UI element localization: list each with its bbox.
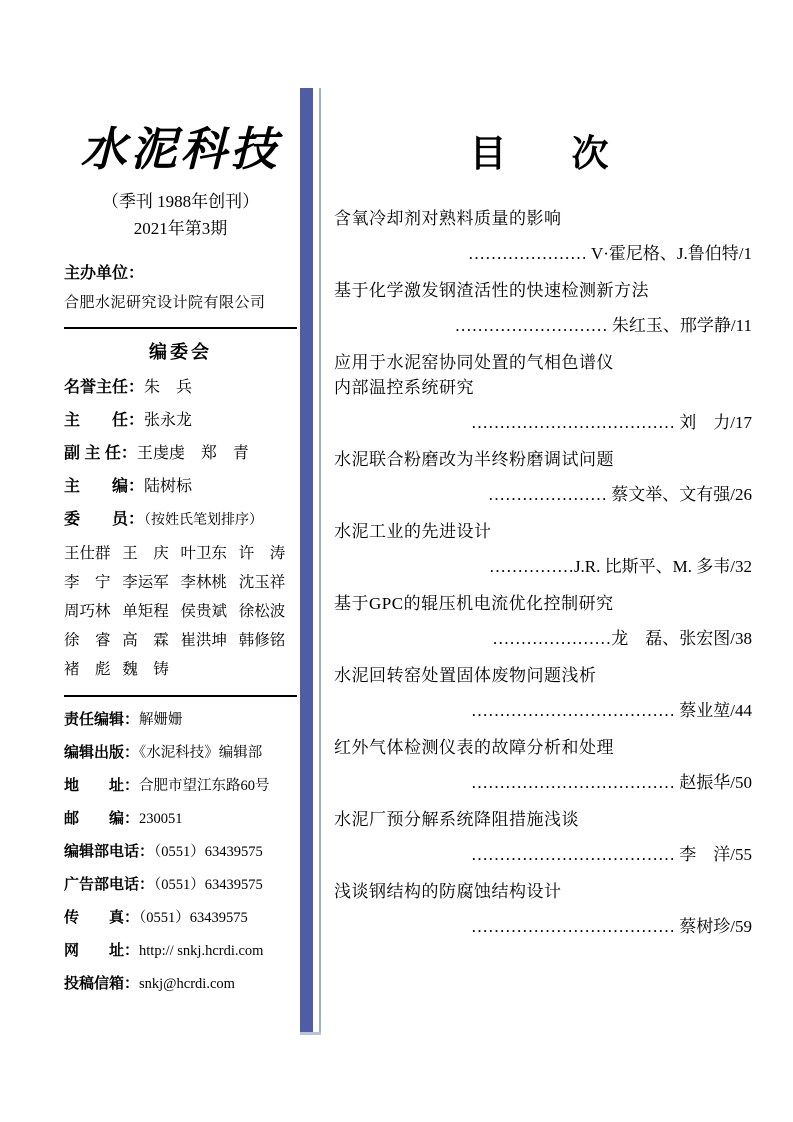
pub-info-value: 解姗姗 bbox=[139, 712, 183, 728]
toc-entry bbox=[334, 206, 758, 266]
member-name: 许 涛 bbox=[238, 545, 286, 562]
entry-title: 水泥工业的先进设计 bbox=[334, 522, 492, 541]
leader-dots: ……………………………… bbox=[471, 773, 680, 792]
member-name: 韩修铭 bbox=[238, 632, 286, 649]
toc-entry bbox=[334, 591, 758, 651]
left-column bbox=[64, 116, 297, 994]
entry-authors: 朱红玉、邢学静 bbox=[611, 316, 731, 335]
toc-entry bbox=[334, 350, 758, 435]
pub-info-label: 邮 编： bbox=[64, 810, 140, 827]
role-value: 王虔虔 郑 青 bbox=[136, 445, 249, 462]
pub-info-label: 投稿信箱： bbox=[64, 975, 140, 992]
pub-info-row bbox=[64, 710, 297, 730]
horizontal-rule bbox=[64, 327, 297, 329]
entry-title: 含氧冷却剂对熟料质量的影响 bbox=[334, 209, 562, 228]
entry-authors: 龙 磊、张宏图 bbox=[611, 629, 731, 648]
entry-byline bbox=[334, 698, 758, 723]
pub-info-row bbox=[64, 875, 297, 895]
member-name: 单矩程 bbox=[122, 603, 169, 620]
pub-info-row bbox=[64, 908, 297, 928]
pub-info-label: 编辑部电话： bbox=[64, 843, 155, 860]
entry-byline bbox=[334, 770, 758, 795]
entry-authors: 蔡业堃 bbox=[679, 701, 731, 720]
entry-byline bbox=[334, 482, 758, 507]
role-value: 朱 兵 bbox=[144, 379, 193, 396]
entry-byline bbox=[334, 241, 758, 266]
pub-info-row bbox=[64, 941, 297, 961]
entry-title: 基于化学激发钢渣活性的快速检测新方法 bbox=[334, 281, 649, 300]
horizontal-rule bbox=[64, 695, 297, 697]
member-name: 叶卫东 bbox=[180, 545, 228, 562]
entry-authors: 蔡文举、文有强 bbox=[611, 485, 731, 504]
entry-byline bbox=[334, 914, 758, 939]
pub-info-label: 传 真： bbox=[64, 909, 140, 926]
leader-dots: ………………… bbox=[468, 244, 591, 263]
member-name: 王仕群 bbox=[64, 545, 111, 562]
board-role-row bbox=[64, 411, 297, 431]
vertical-divider-shadow bbox=[300, 1032, 321, 1035]
toc-heading: 目 次 bbox=[469, 131, 623, 175]
pub-info-label: 网 址： bbox=[64, 942, 140, 959]
table-of-contents bbox=[334, 128, 758, 951]
pub-website-value: http:// snkj.hcrdi.com bbox=[139, 943, 264, 959]
pub-info-label: 编辑出版： bbox=[64, 744, 140, 761]
pub-info-row bbox=[64, 809, 297, 829]
toc-entry bbox=[334, 447, 758, 507]
member-name: 周巧林 bbox=[64, 603, 111, 620]
board-role-row bbox=[64, 477, 297, 497]
organizer-name: 合肥水泥研究设计院有限公司 bbox=[64, 295, 266, 311]
entry-title-line2: 内部温控系统研究 bbox=[334, 378, 474, 397]
pub-info-row bbox=[64, 974, 297, 994]
pub-info-label: 地 址： bbox=[64, 777, 140, 794]
entry-page: /17 bbox=[730, 413, 752, 432]
entry-page: /26 bbox=[730, 485, 752, 504]
role-value: 陆树标 bbox=[144, 478, 193, 495]
pub-info-value: 《水泥科技》编辑部 bbox=[139, 745, 263, 761]
member-name: 沈玉祥 bbox=[238, 574, 286, 591]
member-name: 魏 铸 bbox=[122, 661, 169, 678]
entry-page: /50 bbox=[730, 773, 752, 792]
entry-page: /55 bbox=[730, 845, 752, 864]
member-name: 崔洪坤 bbox=[180, 632, 228, 649]
toc-entry bbox=[334, 278, 758, 338]
entry-title: 基于GPC的辊压机电流优化控制研究 bbox=[334, 594, 614, 613]
pub-info-value: （0551）63439575 bbox=[139, 910, 248, 926]
role-label: 副 主 任： bbox=[64, 445, 137, 462]
pub-info-row bbox=[64, 743, 297, 763]
board-members-grid bbox=[64, 545, 297, 679]
role-value: 张永龙 bbox=[144, 412, 193, 429]
entry-authors: V·霍尼格、J.鲁伯特 bbox=[590, 244, 739, 263]
toc-entry bbox=[334, 807, 758, 867]
editorial-board-heading: 编委会 bbox=[149, 342, 212, 362]
member-name: 李 宁 bbox=[64, 574, 111, 591]
pub-info-label: 广告部电话： bbox=[64, 876, 155, 893]
organizer-block bbox=[64, 262, 297, 315]
pub-info-value: 230051 bbox=[139, 811, 183, 827]
organizer-label: 主办单位： bbox=[64, 265, 145, 282]
journal-issue: 2021年第3期 bbox=[133, 219, 228, 238]
entry-byline bbox=[334, 626, 758, 651]
entry-authors: 蔡树珍 bbox=[679, 917, 731, 936]
pub-info-label: 责任编辑： bbox=[64, 711, 140, 728]
leader-dots: ………………… bbox=[492, 629, 612, 648]
entry-page: /38 bbox=[730, 629, 752, 648]
board-role-row bbox=[64, 510, 297, 531]
leader-dots: ……………………………… bbox=[471, 845, 680, 864]
entry-byline bbox=[334, 554, 758, 579]
entry-byline bbox=[334, 313, 758, 338]
leader-dots: ……………………………… bbox=[471, 701, 680, 720]
pub-info-row bbox=[64, 776, 297, 796]
toc-entry bbox=[334, 519, 758, 579]
pub-email-value: snkj@hcrdi.com bbox=[139, 976, 235, 992]
role-label: 主 编： bbox=[64, 478, 145, 495]
entry-page: /59 bbox=[730, 917, 752, 936]
journal-subtitle: （季刊 1988年创刊） bbox=[101, 192, 260, 211]
entry-title: 水泥厂预分解系统降阻措施浅谈 bbox=[334, 810, 579, 829]
entry-page: /32 bbox=[730, 557, 752, 576]
board-role-row bbox=[64, 444, 297, 464]
vertical-divider-bar bbox=[300, 88, 313, 1032]
role-label: 委 员： bbox=[64, 511, 145, 528]
entry-authors: J.R. 比斯平、M. 多韦 bbox=[573, 557, 731, 576]
leader-dots: ……………………………… bbox=[471, 413, 680, 432]
entry-authors: 赵振华 bbox=[679, 773, 731, 792]
member-name: 王 庆 bbox=[122, 545, 169, 562]
role-label: 名誉主任： bbox=[64, 379, 145, 396]
role-label: 主 任： bbox=[64, 412, 145, 429]
member-name: 徐 睿 bbox=[64, 632, 111, 649]
toc-entry bbox=[334, 735, 758, 795]
entry-authors: 李 洋 bbox=[679, 845, 731, 864]
pub-info-value: 合肥市望江东路60号 bbox=[139, 778, 270, 794]
pub-info-value: （0551）63439575 bbox=[154, 877, 263, 893]
vertical-divider-accent-line bbox=[319, 88, 321, 1032]
leader-dots: ……………………… bbox=[454, 316, 612, 335]
leader-dots: ………………… bbox=[488, 485, 612, 504]
entry-page: /1 bbox=[738, 244, 752, 263]
entry-title: 水泥联合粉磨改为半终粉磨调试问题 bbox=[334, 450, 614, 469]
toc-entry bbox=[334, 663, 758, 723]
entry-page: /44 bbox=[730, 701, 752, 720]
entry-byline bbox=[334, 410, 758, 435]
entry-authors: 刘 力 bbox=[679, 413, 731, 432]
entry-title: 浅谈钢结构的防腐蚀结构设计 bbox=[334, 882, 562, 901]
role-note: （按姓氏笔划排序） bbox=[144, 513, 264, 528]
pub-info-row bbox=[64, 842, 297, 862]
entry-byline bbox=[334, 842, 758, 867]
member-name: 侯贵斌 bbox=[180, 603, 228, 620]
leader-dots: …………… bbox=[488, 557, 574, 576]
member-name: 李林桃 bbox=[180, 574, 228, 591]
journal-title: 水泥科技 bbox=[80, 122, 281, 176]
member-name: 高 霖 bbox=[122, 632, 169, 649]
member-name: 李运军 bbox=[122, 574, 169, 591]
entry-title: 红外气体检测仪表的故障分析和处理 bbox=[334, 738, 614, 757]
toc-entry bbox=[334, 879, 758, 939]
member-name: 褚 彪 bbox=[64, 661, 111, 678]
entry-title: 水泥回转窑处置固体废物问题浅析 bbox=[334, 666, 597, 685]
board-role-row bbox=[64, 378, 297, 398]
leader-dots: ……………………………… bbox=[471, 917, 680, 936]
member-name: 徐松波 bbox=[238, 603, 286, 620]
entry-title: 应用于水泥窑协同处置的气相色谱仪 bbox=[334, 353, 614, 372]
pub-info-value: （0551）63439575 bbox=[154, 844, 263, 860]
entry-page: /11 bbox=[730, 316, 752, 335]
